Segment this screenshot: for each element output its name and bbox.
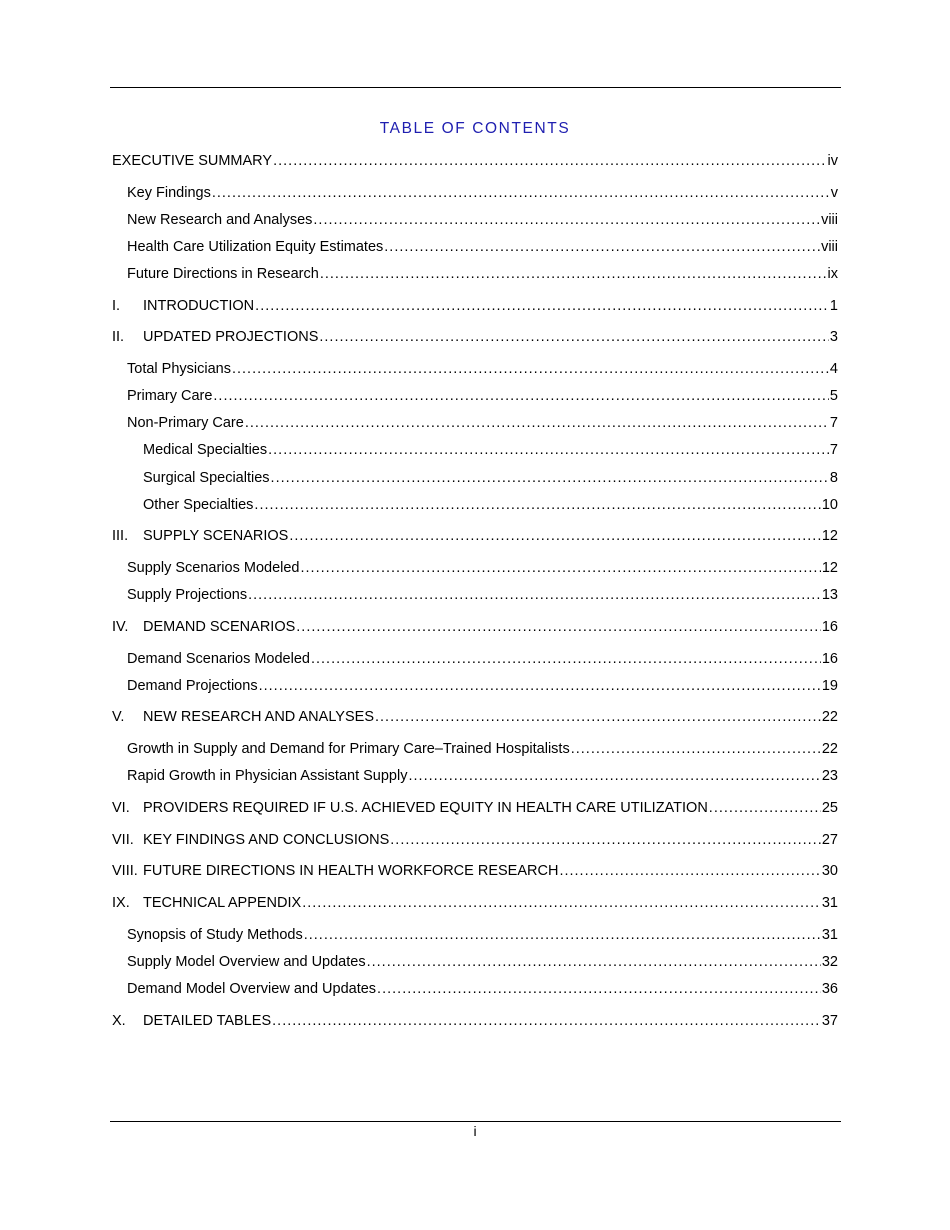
toc-entry-label: Non-Primary Care [127,415,244,431]
toc-entry-page: iv [827,153,838,169]
toc-entry-hospitalists[interactable] [127,739,838,759]
toc-entry-number: V. [112,709,125,725]
leader-dots [254,495,820,515]
leader-dots [268,440,829,460]
leader-dots [296,617,821,637]
toc-entry-page: 1 [829,298,838,314]
toc-entry-page: 13 [821,587,838,603]
toc-entry-label: DEMAND SCENARIOS [143,619,296,635]
toc-entry-page: 22 [821,741,838,757]
toc-entry-number: VI. [112,800,130,816]
toc-entry-label: Growth in Supply and Demand for Primary Care–Trained Hospitalists [127,741,570,757]
toc-entry-page: 12 [821,528,838,544]
toc-entry-non-primary-care[interactable] [127,413,838,433]
toc-entry-label: Supply Projections [127,587,248,603]
toc-entry-page: 31 [821,895,838,911]
toc-entry-page: 25 [821,800,838,816]
leader-dots [245,413,829,433]
toc-entry-number: X. [112,1013,126,1029]
toc-entry-synopsis-methods[interactable] [127,925,838,945]
toc-entry-page: 23 [821,768,838,784]
toc-entry-label: INTRODUCTION [143,298,255,314]
toc-entry-demand-projections[interactable] [127,676,838,696]
toc-entry-page: 12 [821,560,838,576]
toc-entry-future-directions[interactable] [127,264,838,284]
toc-entry-page: ix [827,266,838,282]
toc-entry-label: PROVIDERS REQUIRED IF U.S. ACHIEVED EQUITY IN HEALTH CARE UTILIZATION [143,800,708,816]
toc-entry-executive-summary[interactable] [112,151,838,171]
toc-entry-page: 30 [821,863,838,879]
toc-entry-label: Health Care Utilization Equity Estimates [127,239,384,255]
toc-entry-page: viii [821,212,838,228]
toc-entry-page: v [830,185,838,201]
toc-entry-label: Total Physicians [127,361,231,377]
toc-entry-number: II. [112,329,125,345]
leader-dots [304,925,821,945]
toc-entry-page: 27 [821,832,838,848]
leader-dots [320,264,827,284]
leader-dots [259,676,821,696]
toc-entry-page: 3 [829,329,838,345]
leader-dots [271,468,829,488]
toc-title: TABLE OF CONTENTS [379,120,571,137]
toc-entry-number: I. [112,298,121,314]
toc-entry-page: 37 [821,1013,838,1029]
toc-entry-label: Synopsis of Study Methods [127,927,303,943]
toc-entry-label: UPDATED PROJECTIONS [143,329,319,345]
toc-entry-label: SUPPLY SCENARIOS [143,528,289,544]
leader-dots [273,151,826,171]
toc-entry-page: 7 [829,442,838,458]
leader-dots [319,327,829,347]
leader-dots [375,707,821,727]
toc-entry-technical-appendix[interactable] [112,893,838,913]
toc-entry-new-research[interactable] [127,210,838,230]
toc-entry-page: 8 [829,470,838,486]
toc-entry-supply-scenarios[interactable] [112,526,838,546]
toc-entry-providers-required[interactable] [112,798,838,818]
toc-entry-label: Other Specialties [143,497,254,513]
toc-entry-key-findings-conclusions[interactable] [112,830,838,850]
toc-entry-label: Rapid Growth in Physician Assistant Supply [127,768,408,784]
toc-entry-label: Demand Projections [127,678,258,694]
toc-entry-future-directions-workforce[interactable] [112,861,838,881]
toc-entry-label: Demand Model Overview and Updates [127,981,377,997]
leader-dots [301,558,821,578]
toc-entry-label: Supply Scenarios Modeled [127,560,300,576]
leader-dots [313,210,820,230]
toc-entry-page: 5 [829,388,838,404]
toc-entry-demand-scenarios[interactable] [112,617,838,637]
page-number: i [473,1123,477,1139]
toc-entry-key-findings[interactable] [127,183,838,203]
header-rule [110,87,841,88]
toc-entry-label: Surgical Specialties [143,470,270,486]
leader-dots [289,526,821,546]
toc-entry-other-specialties[interactable] [143,495,838,515]
toc-entry-label: Supply Model Overview and Updates [127,954,366,970]
toc-entry-supply-model-overview[interactable] [127,952,838,972]
toc-entry-number: IX. [112,895,130,911]
leader-dots [272,1011,821,1031]
toc-entry-updated-projections[interactable] [112,327,838,347]
leader-dots [709,798,821,818]
leader-dots [377,979,821,999]
toc-entry-label: TECHNICAL APPENDIX [143,895,302,911]
toc-entry-page: 16 [821,619,838,635]
toc-entry-label: Future Directions in Research [127,266,319,282]
leader-dots [302,893,821,913]
leader-dots [232,359,829,379]
toc-entry-label: Medical Specialties [143,442,268,458]
toc-entry-page: 19 [821,678,838,694]
toc-entry-new-research-and-analyses[interactable] [112,707,838,727]
toc-entry-supply-scenarios-modeled[interactable] [127,558,838,578]
toc-entry-label: Demand Scenarios Modeled [127,651,310,667]
leader-dots [390,830,821,850]
toc-entry-physician-assistant-supply[interactable] [127,766,838,786]
leader-dots [255,296,829,316]
toc-entry-supply-projections[interactable] [127,585,838,605]
toc-entry-number: IV. [112,619,129,635]
leader-dots [248,585,821,605]
toc-entry-demand-scenarios-modeled[interactable] [127,649,838,669]
leader-dots [408,766,820,786]
toc-entry-label: New Research and Analyses [127,212,313,228]
toc-entry-surgical-specialties[interactable] [143,468,838,488]
toc-entry-number: VII. [112,832,134,848]
toc-entry-label: KEY FINDINGS AND CONCLUSIONS [143,832,390,848]
toc-entry-label: NEW RESEARCH AND ANALYSES [143,709,374,725]
toc-entry-page: 10 [821,497,838,513]
leader-dots [571,739,821,759]
toc-entry-page: 32 [821,954,838,970]
toc-entry-page: 4 [829,361,838,377]
leader-dots [367,952,821,972]
toc-entry-demand-model-overview[interactable] [127,979,838,999]
leader-dots [559,861,820,881]
toc-entry-label: DETAILED TABLES [143,1013,272,1029]
toc-entry-medical-specialties[interactable] [143,440,838,460]
toc-entry-number: VIII. [112,863,138,879]
toc-entry-detailed-tables[interactable] [112,1011,838,1031]
toc-entry-page: 7 [829,415,838,431]
toc-entry-label: FUTURE DIRECTIONS IN HEALTH WORKFORCE RESEARCH [143,863,559,879]
toc-entry-number: III. [112,528,129,544]
toc-entry-label: Primary Care [127,388,213,404]
leader-dots [311,649,821,669]
leader-dots [212,183,830,203]
toc-entry-label: Key Findings [127,185,211,201]
leader-dots [213,386,829,406]
toc-entry-page: 22 [821,709,838,725]
toc-entry-total-physicians[interactable] [127,359,838,379]
toc-entry-page: 16 [821,651,838,667]
toc-entry-page: 31 [821,927,838,943]
toc-entry-primary-care[interactable] [127,386,838,406]
leader-dots [384,237,820,257]
toc-entry-page: viii [821,239,838,255]
toc-entry-introduction[interactable] [112,296,838,316]
toc-entry-label: EXECUTIVE SUMMARY [112,153,273,169]
footer-rule [110,1121,841,1122]
toc-entry-equity-estimates[interactable] [127,237,838,257]
toc-entry-page: 36 [821,981,838,997]
